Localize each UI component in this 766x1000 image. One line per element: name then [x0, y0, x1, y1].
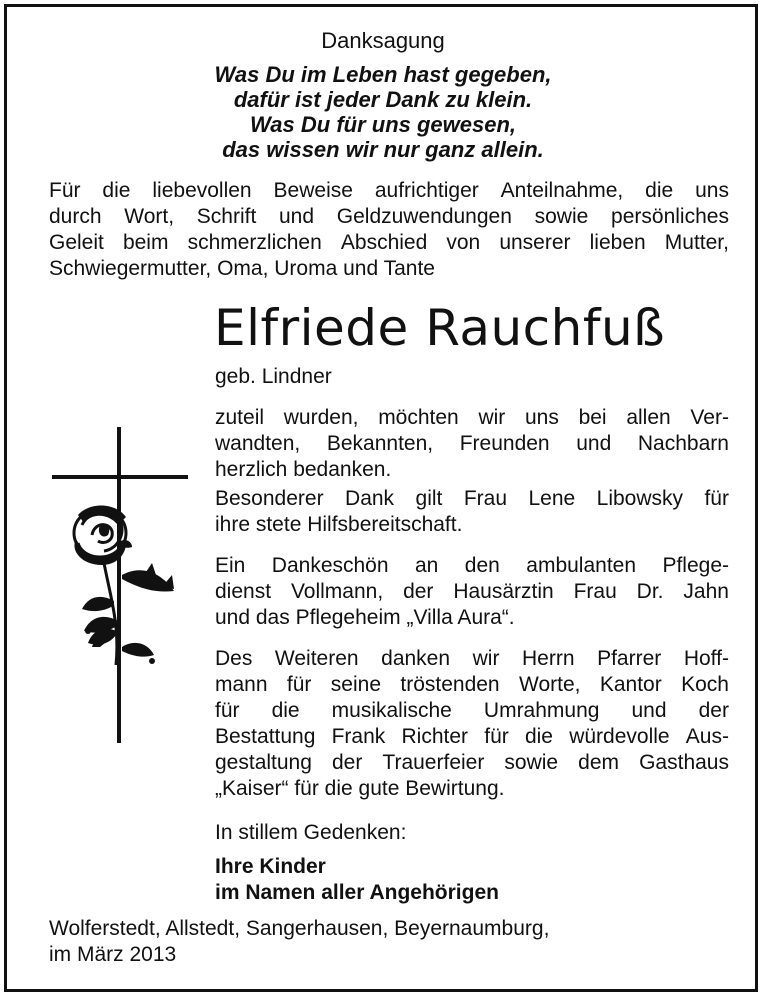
poem-line: das wissen wir nur ganz allein. — [222, 137, 544, 162]
word: Dankeschön — [271, 554, 389, 577]
word: Pflege- — [662, 554, 729, 577]
word: uns — [695, 179, 729, 202]
word: Ein — [215, 554, 246, 577]
word: bei — [578, 406, 607, 429]
text-line — [215, 486, 729, 512]
word: allen — [626, 406, 671, 429]
text-line — [215, 405, 729, 431]
text-line — [215, 672, 729, 698]
word: Koch — [681, 673, 729, 696]
word: Richter — [401, 725, 469, 748]
text-line — [215, 750, 729, 776]
text-line: herzlich bedanken. — [215, 458, 392, 481]
poem-line: dafür ist jeder Dank zu klein. — [233, 87, 533, 112]
text-line — [215, 579, 729, 605]
word: und — [576, 432, 612, 455]
word: Besonderer — [215, 487, 324, 510]
word: unserer — [499, 231, 571, 254]
word: lieben — [589, 231, 646, 254]
text-line — [215, 553, 729, 579]
word: für — [286, 673, 312, 696]
date-line: im März 2013 — [49, 943, 177, 966]
word: Hausärztin — [453, 580, 554, 603]
word: Herrn — [522, 647, 575, 670]
intro-line — [49, 178, 729, 204]
thanks-paragraph-1 — [215, 405, 729, 483]
word: Nachbarn — [637, 432, 729, 455]
word: Aus- — [685, 725, 729, 748]
word: schmerzlichen — [187, 231, 322, 254]
word: sowie — [504, 751, 559, 774]
word: und — [631, 699, 667, 722]
intro-line — [49, 204, 729, 230]
notice-heading: Danksagung — [321, 28, 445, 53]
word: für — [704, 487, 729, 510]
word: Bekannten, — [326, 432, 434, 455]
memorial-poem — [0, 62, 766, 162]
word: an — [414, 554, 439, 577]
word: Wort, — [124, 205, 175, 228]
word: Weiteren — [274, 647, 359, 670]
word: liebevollen — [152, 179, 252, 202]
word: Für — [49, 179, 81, 202]
word: Vollmann, — [290, 580, 384, 603]
word: danken — [381, 647, 451, 670]
word: musikalische — [331, 699, 452, 722]
word: für — [215, 699, 240, 722]
text-line: und das Pflegeheim „Villa Aura“. — [215, 606, 515, 629]
word: mann — [215, 673, 268, 696]
word: Hoff- — [683, 647, 729, 670]
word: für — [484, 725, 509, 748]
word: Frau — [573, 580, 617, 603]
word: Mutter, — [664, 231, 729, 254]
thanks-paragraph-2 — [215, 486, 729, 538]
place-and-date — [49, 916, 549, 968]
word: Bestattung — [215, 725, 316, 748]
word: beim — [122, 231, 169, 254]
thanks-paragraph-4 — [215, 646, 729, 802]
word: Ver- — [690, 406, 729, 429]
word: Freunden — [459, 432, 550, 455]
word: wir — [472, 647, 500, 670]
word: möchten — [378, 406, 459, 429]
word: Gasthaus — [639, 751, 729, 774]
deceased-name: Elfriede Rauchfuß — [214, 299, 666, 357]
poem-line: Was Du für uns gewesen, — [249, 112, 517, 137]
word: Jahn — [683, 580, 729, 603]
word: Geldzuwendungen — [336, 205, 512, 228]
text-line: ihre stete Hilfsbereitschaft. — [215, 513, 463, 536]
word: sowie — [534, 205, 589, 228]
word: dem — [578, 751, 620, 774]
word: Frank — [331, 725, 386, 748]
word: die — [524, 725, 553, 748]
word: wir — [478, 406, 506, 429]
text-line — [215, 724, 729, 750]
word: Frau — [463, 487, 508, 510]
word: persönliches — [611, 205, 729, 228]
word: dienst — [215, 580, 272, 603]
word: gestaltung — [215, 751, 312, 774]
word: Libowsky — [596, 487, 684, 510]
word: Geleit — [49, 231, 104, 254]
word: die — [645, 179, 674, 202]
word: und — [279, 205, 315, 228]
word: wandten, — [215, 432, 301, 455]
word: Umrahmung — [483, 699, 600, 722]
word: Trauerfeier — [382, 751, 485, 774]
word: Beweise — [273, 179, 353, 202]
intro-line: Schwiegermutter, Oma, Uroma und Tante — [49, 257, 435, 280]
closing-phrase: In stillem Gedenken: — [215, 821, 407, 844]
thanks-paragraph-3 — [215, 553, 729, 631]
cross-with-rose-icon — [48, 425, 193, 745]
word: den — [464, 554, 500, 577]
text-line — [215, 646, 729, 672]
word: zuteil — [215, 406, 265, 429]
intro-text — [49, 178, 729, 282]
word: der — [698, 699, 729, 722]
word: tröstenden — [400, 673, 500, 696]
word: Dank — [345, 487, 395, 510]
word: Lene — [528, 487, 576, 510]
word: Pfarrer — [597, 647, 662, 670]
signature-line: im Namen aller Angehörigen — [215, 881, 499, 904]
text-line — [215, 698, 729, 724]
intro-line — [49, 230, 729, 256]
signature — [215, 854, 499, 906]
place-line: Wolferstedt, Allstedt, Sangerhausen, Beyernaumburg, — [49, 917, 550, 940]
word: aufrichtiger — [374, 179, 479, 202]
word: die — [102, 179, 131, 202]
word: wurden, — [283, 406, 359, 429]
word: Schrift — [196, 205, 257, 228]
word: die — [271, 699, 300, 722]
word: Anteilnahme, — [500, 179, 624, 202]
word: der — [331, 751, 363, 774]
word: seine — [330, 673, 381, 696]
word: der — [403, 580, 434, 603]
word: gilt — [415, 487, 443, 510]
poem-line: Was Du im Leben hast gegeben, — [214, 62, 552, 87]
word: ambulanten — [526, 554, 637, 577]
birth-name: geb. Lindner — [215, 365, 332, 388]
word: durch — [49, 205, 102, 228]
signature-line: Ihre Kinder — [215, 855, 326, 878]
word: Dr. — [636, 580, 664, 603]
word: Worte, — [519, 673, 581, 696]
word: uns — [525, 406, 559, 429]
word: Kantor — [599, 673, 662, 696]
word: würdevolle — [569, 725, 670, 748]
text-line — [215, 431, 729, 457]
word: Abschied — [340, 231, 428, 254]
text-line: „Kaiser“ für die gute Bewirtung. — [215, 777, 505, 800]
word: Des — [215, 647, 253, 670]
word: von — [446, 231, 481, 254]
